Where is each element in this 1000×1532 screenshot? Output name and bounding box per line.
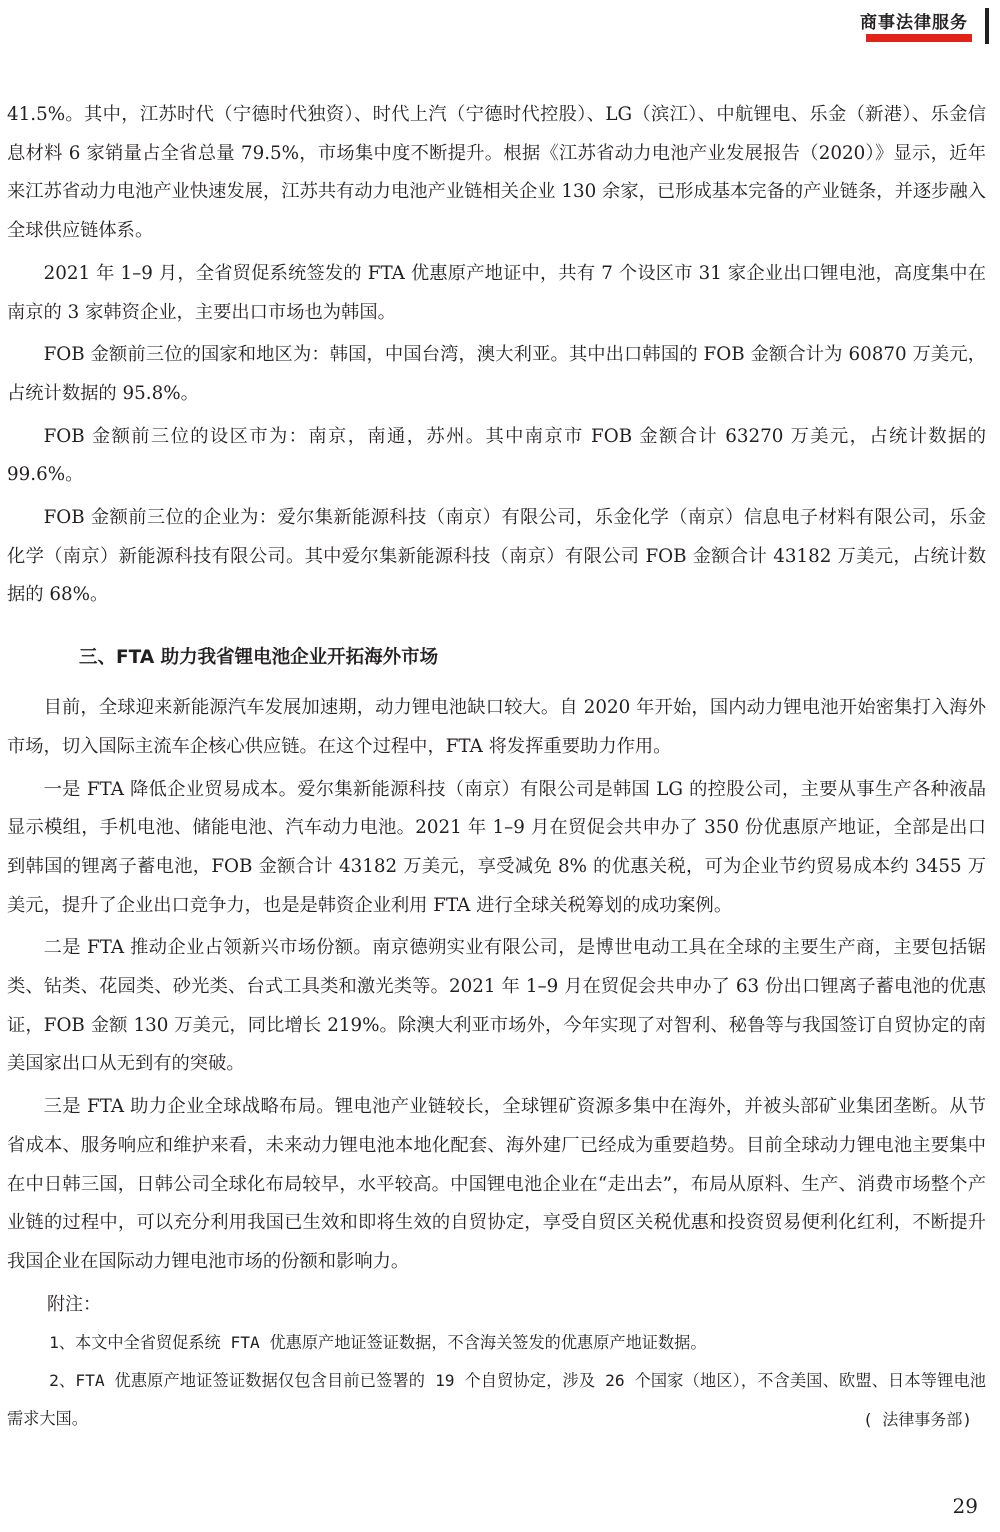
paragraph: 41.5%。其中，江苏时代（宁德时代独资）、时代上汽（宁德时代控股）、LG（滨江）、中航锂电、乐金（新港）、乐金信息材料 6 家销量占全省总量 79.5%，市场集中度不断提升。根据《江苏省动力电池产业发展报告（2020）》显示，近年来江苏省动力电池产业快速发展，江苏共有动力电池产业链相关企业 130 余家，已形成基本完备的产业链条，并逐步融入全球供应链体系。 — [7, 104, 986, 242]
header-red-rule — [866, 34, 972, 42]
paragraph: FOB 金额前三位的设区市为：南京，南通，苏州。其中南京市 FOB 金额合计 63270 万美元，占统计数据的 99.6%。 — [7, 425, 986, 486]
note-item: 1、本文中全省贸促系统 FTA 优惠原产地证签证数据，不含海关签发的优惠原产地证数据。 — [49, 1332, 707, 1352]
notes-title: 附注： — [47, 1293, 101, 1315]
paragraph: 一是 FTA 降低企业贸易成本。爱尔集新能源科技（南京）有限公司是韩国 LG 的控股公司，主要从事生产各种液晶显示模组，手机电池、储能电池、汽车动力电池。2021 年 1–9 月在贸促会共申办了 350 份优惠原产地证，全部是出口到韩国的锂离子蓄电池，FOB 金额合计 43182 万美元，享受减免 8% 的优惠关税，可为企业节约贸易成本约 3455 万美元，提升了企业出口竞争力，也是是韩资企业利用 FTA 进行全球关税筹划的成功案例。 — [7, 778, 986, 916]
paragraph: 三是 FTA 助力企业全球战略布局。锂电池产业链较长，全球锂矿资源多集中在海外，并被头部矿业集团垄断。从节省成本、服务响应和维护来看，未来动力锂电池本地化配套、海外建厂已经成为重要趋势。目前全球动力锂电池主要集中在中日韩三国，日韩公司全球化布局较早，水平较高。中国锂电池企业在“走出去”，布局从原料、生产、消费市场整个产业链的过程中，可以充分利用我国已生效和即将生效的自贸协定，享受自贸区关税优惠和投资贸易便利化红利，不断提升我国企业在国际动力锂电池市场的份额和影响力。 — [7, 1096, 986, 1272]
article-body — [7, 96, 986, 1438]
department-signature: ( 法律事务部) — [863, 1409, 972, 1429]
paragraph: FOB 金额前三位的国家和地区为：韩国，中国台湾，澳大利亚。其中出口韩国的 FOB 金额合计为 60870 万美元，占统计数据的 95.8%。 — [7, 344, 986, 404]
header-title: 商事法律服务 — [860, 13, 968, 33]
note-item: 2、FTA 优惠原产地证签证数据仅包含目前已签署的 19 个自贸协定，涉及 26 个国家（地区），不含美国、欧盟、日本等锂电池需求大国。 — [7, 1370, 986, 1428]
paragraph: 目前，全球迎来新能源汽车发展加速期，动力锂电池缺口较大。自 2020 年开始，国内动力锂电池开始密集打入海外市场，切入国际主流车企核心供应链。在这个过程中，FTA 将发挥重要助力作用。 — [7, 697, 986, 757]
paragraph: FOB 金额前三位的企业为：爱尔集新能源科技（南京）有限公司，乐金化学（南京）信息电子材料有限公司，乐金化学（南京）新能源科技有限公司。其中爱尔集新能源科技（南京）有限公司 FOB 金额合计 43182 万美元，占统计数据的 68%。 — [7, 507, 986, 606]
header-black-bar — [985, 8, 989, 44]
page-number: 29 — [952, 1494, 978, 1518]
paragraph: 二是 FTA 推动企业占领新兴市场份额。南京德朔实业有限公司，是博世电动工具在全球的主要生产商，主要包括锯类、钻类、花园类、砂光类、台式工具类和激光类等。2021 年 1–9 月在贸促会共申办了 63 份出口锂离子蓄电池的优惠证，FOB 金额 130 万美元，同比增长 219%。除澳大利亚市场外，今年实现了对智利、秘鲁等与我国签订自贸协定的南美国家出口从无到有的突破。 — [7, 937, 986, 1075]
paragraph: 2021 年 1–9 月，全省贸促系统签发的 FTA 优惠原产地证中，共有 7 个设区市 31 家企业出口锂电池，高度集中在南京的 3 家韩资企业，主要出口市场也为韩国。 — [7, 262, 986, 323]
notes-block — [7, 1286, 986, 1438]
section-heading: 三、FTA 助力我省锂电池企业开拓海外市场 — [79, 647, 439, 669]
